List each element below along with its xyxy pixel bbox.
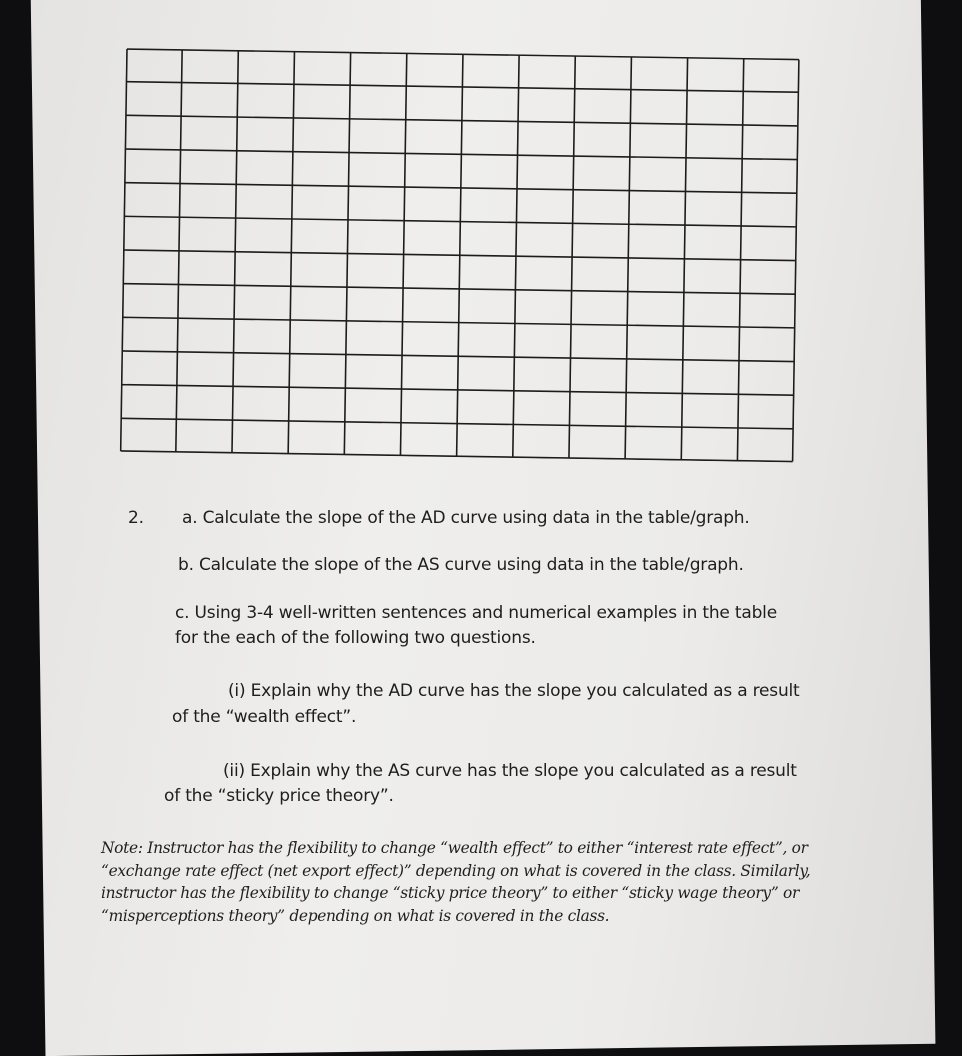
sub-question-i-line1: (i) Explain why the AD curve has the slope you calculated as a result: [228, 681, 800, 701]
question-part-a: a. Calculate the slope of the AD curve using data in the table/graph.: [182, 508, 750, 528]
instructor-note-line3: instructor has the flexibility to change “sticky price theory” to either “sticky wage theory” or: [101, 884, 800, 902]
question-part-c-line2: for the each of the following two questions.: [175, 628, 536, 648]
question-part-c-line1: c. Using 3-4 well-written sentences and numerical examples in the table: [175, 603, 777, 623]
sub-question-ii-line1: (ii) Explain why the AS curve has the slope you calculated as a result: [223, 761, 797, 781]
question-part-b: b. Calculate the slope of the AS curve using data in the table/graph.: [178, 555, 744, 575]
instructor-note: [101, 837, 881, 927]
instructor-note-line2: “exchange rate effect (net export effect)” depending on what is covered in the class. Similarly,: [101, 861, 811, 880]
question-part-c: [175, 601, 875, 651]
blank-graph-grid: [120, 48, 800, 463]
question-number: 2.: [128, 508, 144, 528]
instructor-note-line4: “misperceptions theory” depending on what is covered in the class.: [101, 906, 610, 925]
grid-svg: [120, 48, 800, 463]
sub-question-i-line2: of the “wealth effect”.: [172, 707, 357, 727]
instructor-note-line1: Note: Instructor has the flexibility to change “wealth effect” to either “interest rate effect”, or: [101, 839, 808, 857]
sub-question-ii-line2: of the “sticky price theory”.: [164, 786, 394, 806]
